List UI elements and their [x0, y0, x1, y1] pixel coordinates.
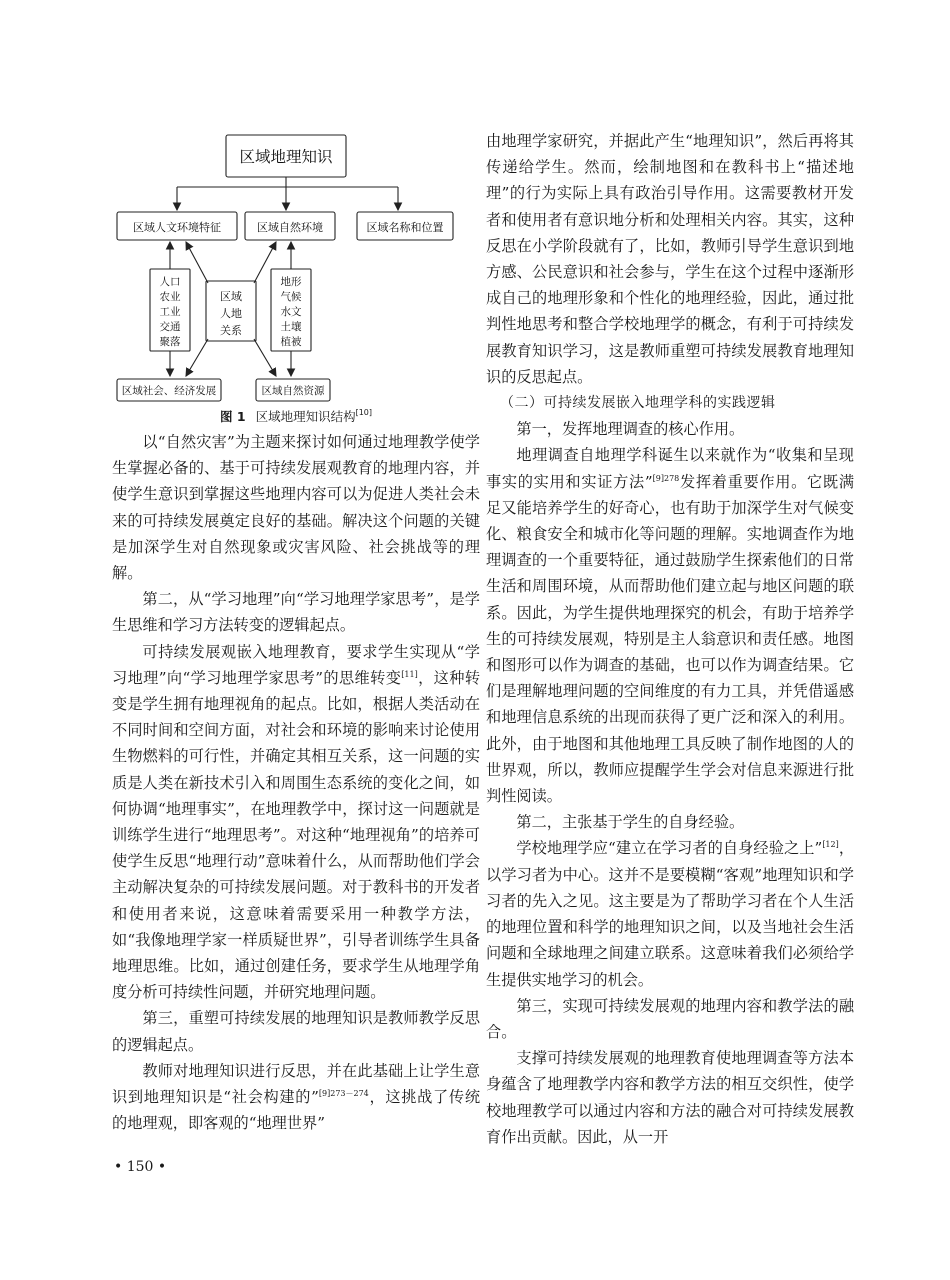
- fig-natural-item: 水文: [280, 306, 302, 318]
- fig-natural-item: 土壤: [280, 321, 302, 333]
- paragraph: 由地理学家研究，并据此产生“地理知识”，然后再将其传递给学生。然而，绘制地图和在教科书上“描述地理”的行为实际上具有政治引导作用。这需要教材开发者和使用者有意识地分析和处理相关内容。其实，这种反思在小学阶段就有了，比如，教师引导学生意识到地方感、公民意识和社会参与，学生在这个过程中逐渐形成自己的地理形象和个性化的地理经验，因此，通过批判性地思考和整合学校地理学的概念，有利于可持续发展教育知识学习，这是教师重塑可持续发展教育地理知识的反思起点。: [486, 132, 854, 386]
- citation: [12]: [822, 840, 839, 850]
- paragraph: 支撑可持续发展观的地理教育使地理调查等方法本身蕴含了地理教学内容和教学方法的相互交织性，使学校地理教学可以通过内容和方法的融合对可持续发展教育作出贡献。因此，从一开: [486, 1049, 854, 1146]
- paragraph: 可持续发展观嵌入地理教育，要求学生实现从“学习地理”向“学习地理学家思考”的思维转变[11]，这种转变是学生拥有地理视角的起点。比如，根据人类活动在不同时间和空间方面，对社会和环境的影响来讨论使用生物燃料的可行性，并确定其相互关系，这一问题的实质是人类在新技术引入和周围生态系统的变化之间，如何协调“地理事实”，在地理教学中，探讨这一问题就是训练学生进行“地理思考”。对这种“地理视角”的培养可使学生反思“地理行动”意味着什么，从而帮助他们学会主动解决复杂的可持续发展问题。对于教科书的开发者和使用者来说，这意味着需要采用一种教学方法，如“我像地理学家一样质疑世界”，引导者训练学生具备地理思维。比如，通过创建任务，要求学生从地理学角度分析可持续性问题，并研究地理问题。: [112, 642, 481, 1002]
- left-column: [112, 128, 480, 1136]
- paragraph: 以“自然灾害”为主题来探讨如何通过地理教学使学生掌握必备的、基于可持续发展观教育的地理内容，并使学生意识到掌握这些地理内容可以为促进人类社会未来的可持续发展奠定良好的基础。解决这个问题的关键是加深学生对自然现象或灾害风险、社会挑战等的理解。: [112, 433, 480, 583]
- fig-human-item: 交通: [159, 321, 181, 333]
- fig-natural-item: 气候: [280, 291, 302, 303]
- fig-human-item: 农业: [159, 291, 181, 303]
- figure-title: 区域地理知识结构: [255, 409, 356, 424]
- paragraph: 教师对地理知识进行反思，并在此基础上让学生意识到地理知识是“社会构建的”$^{[9]273-274}$，这挑战了传统的地理观，即客观的“地理世界”: [112, 1061, 481, 1133]
- right-column: [486, 128, 854, 1150]
- paragraph: 第三，重塑可持续发展的地理知识是教师教学反思的逻辑起点。: [112, 1009, 480, 1054]
- paragraph: 第三，实现可持续发展观的地理内容和教学法的融合。: [486, 996, 854, 1041]
- fig-social-economic-label: 区域社会、经济发展: [121, 385, 217, 397]
- fig-center-label: 人地: [220, 307, 242, 320]
- figure-knowledge-structure: [112, 128, 480, 406]
- fig-natural-env-label: 区域自然环境: [257, 221, 323, 234]
- fig-name-location-label: 区域名称和位置: [366, 221, 444, 234]
- fig-center-label: 区域: [220, 290, 242, 303]
- fig-human-item: 人口: [159, 276, 181, 288]
- fig-natural-item: 植被: [280, 336, 302, 348]
- fig-center-label: 关系: [220, 324, 242, 337]
- fig-human-env-label: 区域人文环境特征: [133, 221, 221, 234]
- paragraph: 学校地理学应“建立在学习者的自身经验之上”[12]，以学习者为中心。这并不是要模糊“客观”地理知识和学习者的先入之见。这主要是为了帮助学习者在个人生活的地理位置和科学的地理知识之间，以及当地社会生活问题和全球地理之间建立联系。这意味着我们必须给学生提供实地学习的机会。: [486, 839, 855, 989]
- fig-top-label: 区域地理知识: [239, 148, 333, 166]
- citation: [9]273－274: [318, 1089, 369, 1099]
- page-number: • 150 •: [114, 1159, 167, 1175]
- citation: [11]: [401, 669, 418, 679]
- paragraph: 第一，发挥地理调查的核心作用。: [516, 420, 745, 439]
- section-heading: （二）可持续发展嵌入地理学科的实践逻辑: [500, 395, 776, 412]
- citation: [10]: [355, 408, 372, 417]
- fig-human-item: 聚落: [159, 336, 181, 348]
- figure-diagram: [112, 128, 480, 406]
- fig-human-item: 工业: [159, 306, 181, 318]
- figure-number: 图 1: [220, 409, 246, 424]
- paragraph: 地理调查自地理学科诞生以来就作为“收集和呈现事实的实用和实证方法”$^{[9]278}$发挥着重要作用。它既满足又能培养学生的好奇心，也有助于加深学生对气候变化、粮食安全和城市化等问题的理解。实地调查作为地理调查的一个重要特征，通过鼓励学生探索他们的日常生活和周围环境，从而帮助他们建立起与地区问题的联系。因此，为学生提供地理探究的机会，有助于培养学生的可持续发展观，特别是主人翁意识和责任感。地图和图形可以作为调查的基础，也可以作为调查结果。它们是理解地理问题的空间维度的有力工具，并凭借遥感和地理信息系统的出现而获得了更广泛和深入的利用。此外，由于地图和其他地理工具反映了制作地图的人的世界观，所以，教师应提醒学生学会对信息来源进行批判性阅读。: [486, 446, 855, 806]
- fig-natural-item: 地形: [280, 276, 302, 288]
- citation: [9]278: [652, 473, 680, 483]
- figure-caption: [112, 408, 480, 426]
- fig-natural-resource-label: 区域自然资源: [261, 385, 325, 397]
- paragraph: 第二，从“学习地理”向“学习地理学家思考”，是学生思维和学习方法转变的逻辑起点。: [112, 590, 480, 635]
- paragraph: 第二，主张基于学生的自身经验。: [516, 813, 745, 832]
